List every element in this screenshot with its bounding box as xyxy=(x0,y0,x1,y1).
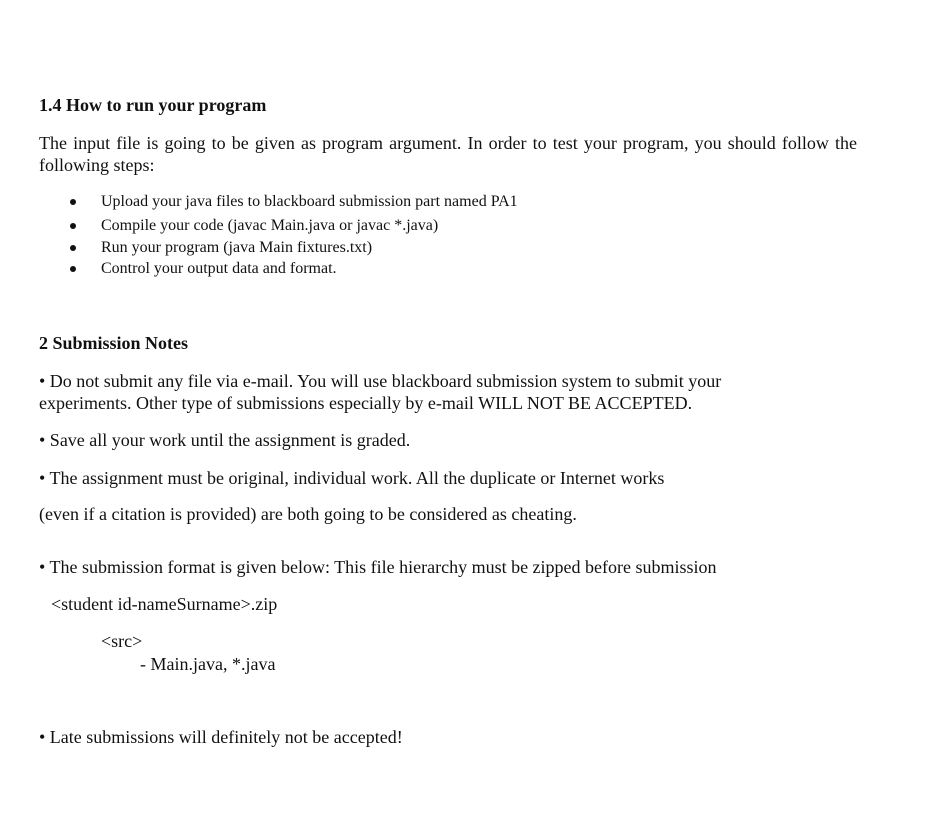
zip-name: <student id-nameSurname>.zip xyxy=(51,594,278,614)
section-2-heading: 2 Submission Notes xyxy=(39,333,189,353)
bullet-icon xyxy=(70,199,76,205)
list-item xyxy=(0,193,929,213)
bullet-icon xyxy=(70,223,76,229)
note-original-line-2: (even if a citation is provided) are both going to be considered as cheating. xyxy=(39,504,577,524)
src-folder: <src> xyxy=(101,631,143,651)
section-1-4-heading: 1.4 How to run your program xyxy=(39,95,267,115)
note-late: • Late submissions will definitely not be accepted! xyxy=(39,727,403,747)
section-1-4-intro: The input file is going to be given as program argument. In order to test your program, you should follow the following steps: xyxy=(39,133,857,175)
note-save: • Save all your work until the assignment is graded. xyxy=(39,430,411,450)
bullet-icon xyxy=(70,245,76,251)
bullet-icon xyxy=(70,266,76,272)
list-item-text: Compile your code (javac Main.java or javac *.java) xyxy=(101,217,439,234)
src-files: - Main.java, *.java xyxy=(140,654,276,674)
list-item xyxy=(0,217,929,237)
note-original-line-1: • The assignment must be original, individual work. All the duplicate or Internet works xyxy=(39,468,665,488)
note-format: • The submission format is given below: This file hierarchy must be zipped before submission xyxy=(39,557,717,577)
list-item xyxy=(0,239,929,259)
list-item-text: Control your output data and format. xyxy=(101,260,337,277)
list-item xyxy=(0,260,929,280)
note-email: • Do not submit any file via e-mail. You will use blackboard submission system to submit your experiments. Other type of submissions especially by e-mail WILL NOT BE ACCEPTED. xyxy=(39,371,722,413)
list-item-text: Upload your java files to blackboard submission part named PA1 xyxy=(101,193,518,210)
list-item-text: Run your program (java Main fixtures.txt) xyxy=(101,239,373,256)
